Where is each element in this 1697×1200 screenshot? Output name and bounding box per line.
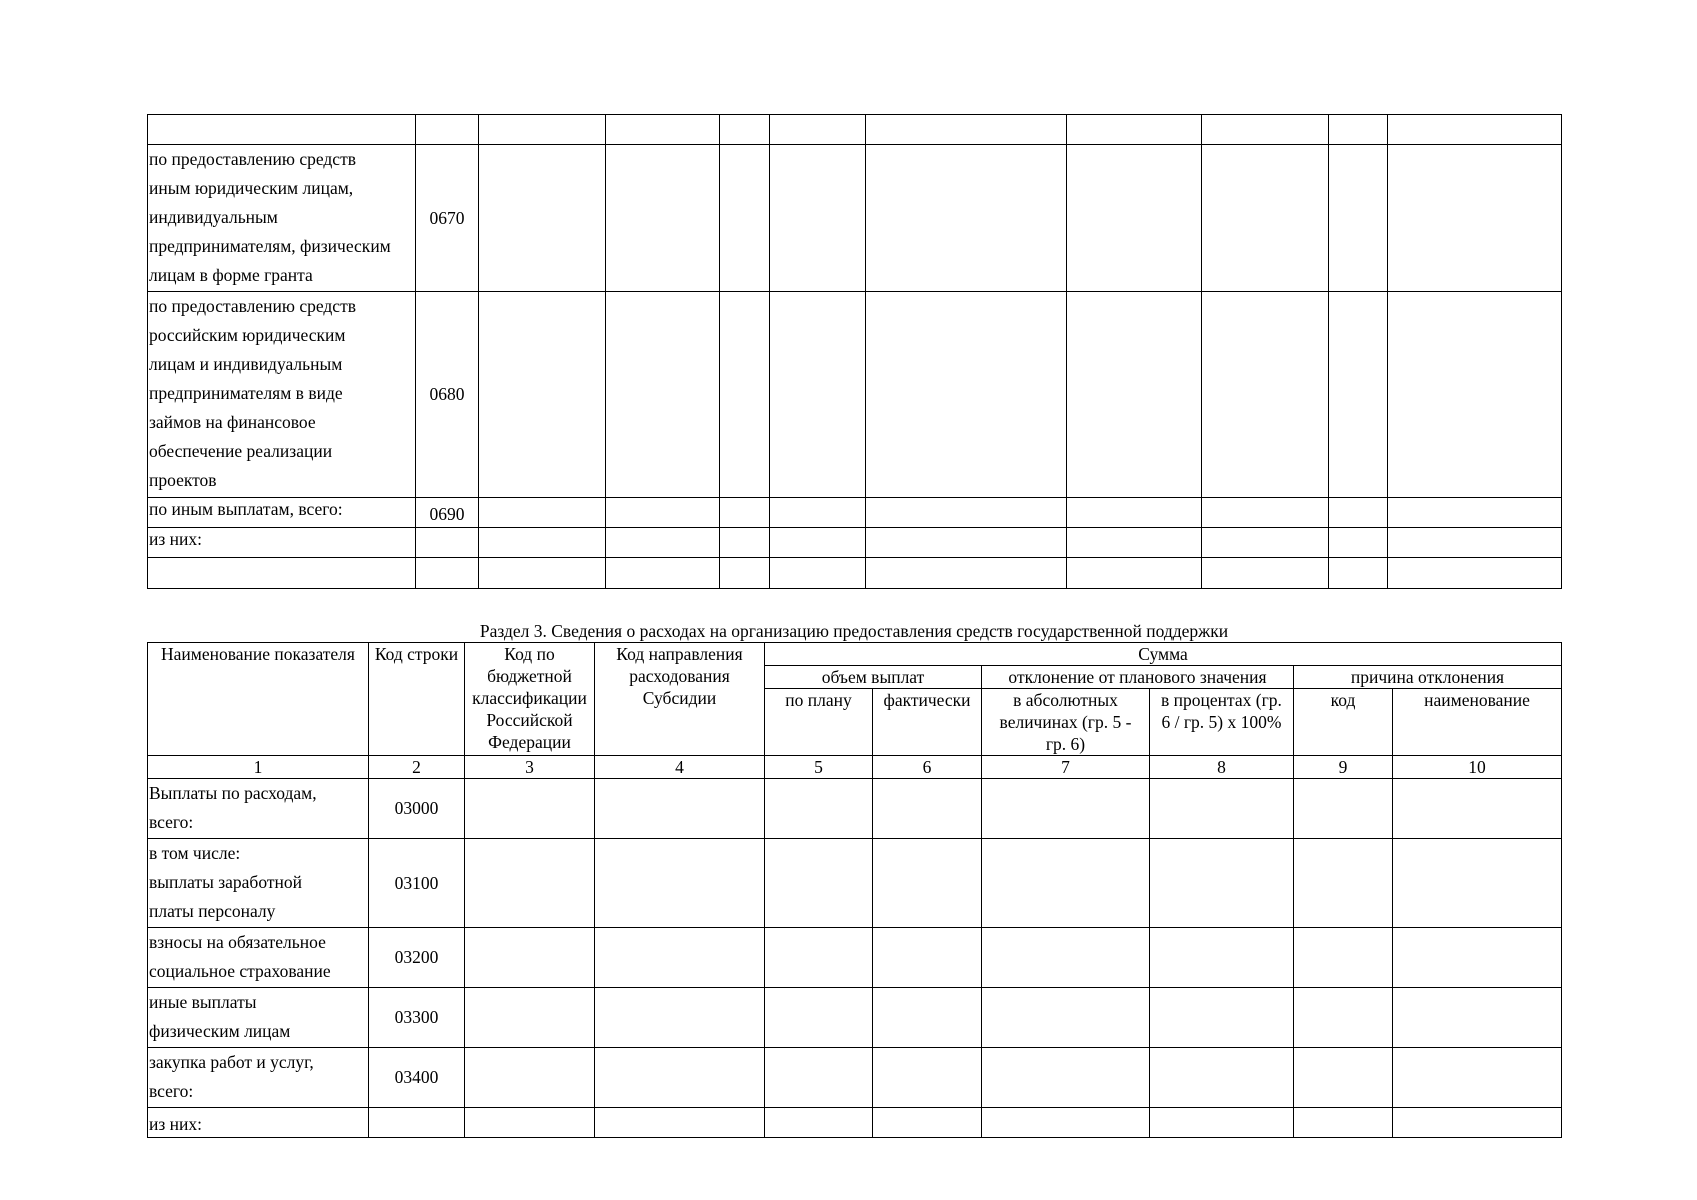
indicator-name-cell: в том числе: выплаты заработной платы персоналу (148, 839, 369, 928)
row-code-cell (416, 528, 479, 558)
indicator-name-cell: иные выплаты физическим лицам (148, 988, 369, 1048)
column-number: 1 (148, 756, 369, 779)
row-code-cell: 0680 (416, 292, 479, 498)
table-row (148, 839, 1562, 928)
column-number: 9 (1294, 756, 1393, 779)
header-sum: Сумма (765, 643, 1562, 666)
indicator-name-cell: взносы на обязательное социальное страхование (148, 928, 369, 988)
header-reason-code: код (1294, 689, 1393, 756)
table-row (148, 1108, 1562, 1138)
row-code-cell (416, 558, 479, 589)
indicator-name-cell: по предоставлению средств российским юридическим лицам и индивидуальным предпринимателям в виде займов на финансовое обеспечение реализации проектов (148, 292, 416, 498)
table-row (148, 528, 1562, 558)
section-title: Раздел 3. Сведения о расходах на организацию предоставления средств государственной поддержки (479, 621, 1229, 641)
table-row (148, 558, 1562, 589)
column-number: 2 (369, 756, 465, 779)
section3-table (147, 642, 1562, 1138)
column-number: 3 (465, 756, 595, 779)
row-code-cell: 03000 (369, 779, 465, 839)
row-code-cell: 03400 (369, 1048, 465, 1108)
header-percent: в процентах (гр. 6 / гр. 5) х 100% (1150, 689, 1294, 756)
header-row-code: Код строки (369, 643, 465, 756)
indicator-name-cell: из них: (148, 528, 416, 558)
indicator-name-cell: из них: (148, 1108, 369, 1138)
table-row (148, 292, 1562, 498)
indicator-name-cell: закупка работ и услуг, всего: (148, 1048, 369, 1108)
column-number: 7 (982, 756, 1150, 779)
table-row (148, 145, 1562, 292)
indicator-name-cell (148, 115, 416, 145)
row-code-cell: 03100 (369, 839, 465, 928)
column-number: 4 (595, 756, 765, 779)
header-payment-volume: объем выплат (765, 666, 982, 689)
header-reason-name: наименование (1393, 689, 1562, 756)
indicator-name-cell: по иным выплатам, всего: (148, 498, 416, 528)
header-deviation: отклонение от планового значения (982, 666, 1294, 689)
column-number: 6 (873, 756, 982, 779)
indicator-name-cell: по предоставлению средств иным юридическим лицам, индивидуальным предпринимателям, физическим лицам в форме гранта (148, 145, 416, 292)
table-row (148, 779, 1562, 839)
column-number: 10 (1393, 756, 1562, 779)
row-code-cell (416, 115, 479, 145)
table-row (148, 115, 1562, 145)
row-code-cell: 03300 (369, 988, 465, 1048)
table-row (148, 1048, 1562, 1108)
row-code-cell: 03200 (369, 928, 465, 988)
header-deviation-reason: причина отклонения (1294, 666, 1562, 689)
header-absolute: в абсолютных величинах (гр. 5 - гр. 6) (982, 689, 1150, 756)
header-budget-classification: Код по бюджетной классификации Российской Федерации (465, 643, 595, 756)
row-code-cell: 0690 (416, 498, 479, 528)
header-indicator-name: Наименование показателя (148, 643, 369, 756)
table-row (148, 498, 1562, 528)
indicator-name-cell: Выплаты по расходам, всего: (148, 779, 369, 839)
header-plan: по плану (765, 689, 873, 756)
row-code-cell (369, 1108, 465, 1138)
column-number-row (148, 756, 1562, 779)
column-number: 8 (1150, 756, 1294, 779)
table-row (148, 928, 1562, 988)
column-number: 5 (765, 756, 873, 779)
header-fact: фактически (873, 689, 982, 756)
table-row (148, 988, 1562, 1048)
header-row (148, 643, 1562, 666)
header-subsidy-direction: Код направления расходования Субсидии (595, 643, 765, 756)
continuation-table (147, 114, 1562, 589)
row-code-cell: 0670 (416, 145, 479, 292)
indicator-name-cell (148, 558, 416, 589)
